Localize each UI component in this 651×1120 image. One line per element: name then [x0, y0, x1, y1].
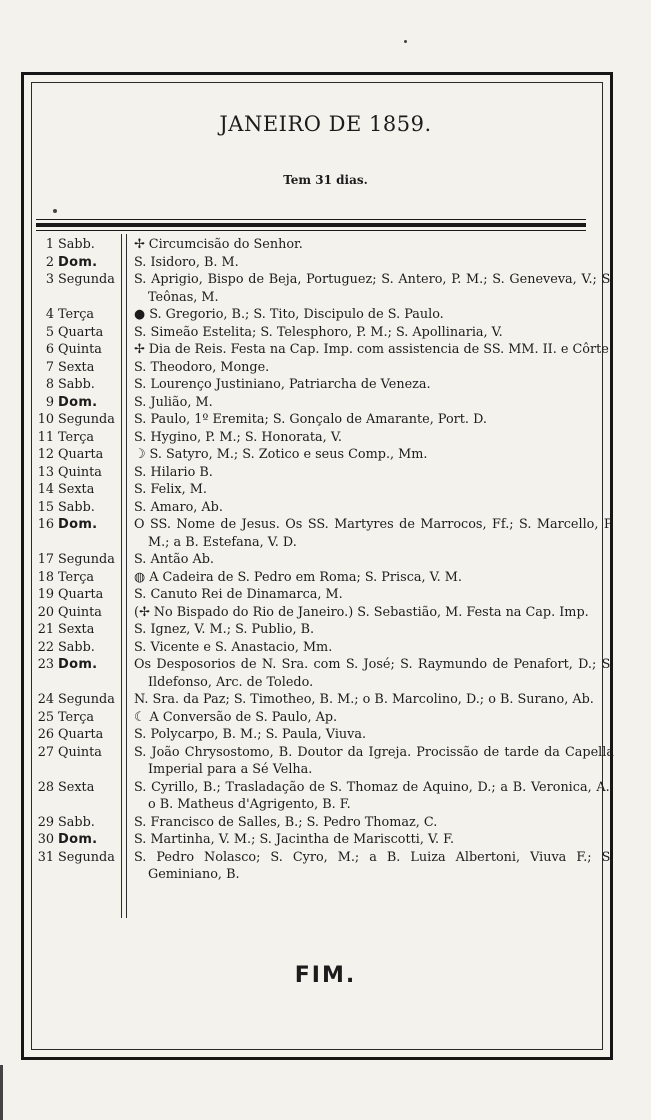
day-number: 27 [37, 744, 54, 760]
calendar-entry [34, 499, 594, 517]
divider-thin-top [36, 219, 586, 220]
ink-speck [53, 209, 57, 213]
calendar-entry [34, 726, 594, 744]
day-number: 21 [37, 622, 54, 637]
day-number: 31 [37, 849, 54, 865]
saint-description: S. Martinha, V. M.; S. Jacintha de Mariscotti, V. F. [134, 832, 455, 847]
day-number: 2 [45, 254, 54, 270]
saint-description: S. Theodoro, Monge. [134, 359, 270, 375]
saint-description: S. João Chrysostomo, B. Doutor da Igreja. Procissão de tarde da Capella Imperial para a Sé Velha. [134, 744, 614, 777]
saint-description: ✢ Circumcisão do Senhor. [134, 237, 303, 252]
day-number: 1 [45, 237, 54, 252]
calendar-entry [34, 831, 594, 849]
end-mark: FIM. [294, 963, 357, 988]
day-number: 17 [37, 552, 54, 567]
calendar-entry [34, 341, 613, 359]
saint-description: S. Antão Ab. [134, 552, 214, 567]
weekday: Terça [58, 307, 95, 322]
calendar-entry [34, 586, 594, 604]
calendar-entry [34, 481, 594, 499]
saint-description: O SS. Nome de Jesus. Os SS. Martyres de Marrocos, Ff.; S. Marcello, P. M.; a B. Estefana, V. D. [134, 517, 614, 550]
weekday: Terça [58, 429, 95, 445]
saint-description: S. Felix, M. [134, 482, 207, 497]
day-number: 9 [45, 394, 54, 410]
weekday: Sabb. [58, 377, 95, 392]
calendar-entry [34, 429, 594, 447]
saint-description: ✢ Dia de Reis. Festa na Cap. Imp. com assistencia de SS. MM. II. e Côrte. [134, 342, 613, 357]
saint-description: ◍ A Cadeira de S. Pedro em Roma; S. Prisca, V. M. [134, 569, 462, 585]
weekday: Dom. [58, 832, 98, 847]
day-number: 5 [45, 324, 54, 340]
calendar-entry [34, 814, 594, 832]
weekday: Sexta [58, 779, 95, 795]
weekday: Sabb. [58, 499, 95, 515]
weekday: Quinta [58, 744, 102, 760]
calendar-entry [34, 236, 594, 254]
ink-speck [404, 40, 407, 43]
weekday: Quarta [58, 727, 104, 742]
day-number: 10 [37, 412, 54, 427]
day-number: 12 [37, 447, 54, 462]
weekday: Segunda [58, 849, 115, 865]
calendar-entry [34, 464, 594, 482]
divider-thin-bottom [36, 230, 586, 231]
saint-description: Os Desposorios de N. Sra. com S. José; S. Raymundo de Penafort, D.; S. Ildefonso, Arc. de Toledo. [134, 657, 614, 690]
weekday: Sabb. [58, 639, 95, 655]
weekday: Quarta [58, 324, 104, 340]
day-number: 29 [37, 814, 54, 830]
saint-description: S. Hygino, P. M.; S. Honorata, V. [134, 429, 342, 445]
weekday: Sabb. [58, 237, 95, 252]
day-number: 28 [37, 779, 54, 795]
saint-description: S. Amaro, Ab. [134, 499, 223, 515]
saint-description: S. Vicente e S. Anastacio, Mm. [134, 639, 333, 655]
scan-edge-mark [0, 1065, 3, 1120]
day-number: 26 [37, 727, 54, 742]
day-number: 14 [37, 482, 54, 497]
divider-thick [36, 223, 586, 227]
calendar-entry [34, 691, 594, 709]
day-number: 11 [37, 429, 54, 445]
day-number: 22 [37, 639, 54, 655]
weekday: Segunda [58, 272, 115, 287]
saint-description: N. Sra. da Paz; S. Timotheo, B. M.; o B. Marcolino, D.; o B. Surano, Ab. [134, 692, 594, 707]
saint-description: S. Lourenço Justiniano, Patriarcha de Veneza. [134, 377, 431, 392]
weekday: Dom. [58, 657, 98, 672]
saint-description: S. Polycarpo, B. M.; S. Paula, Viuva. [134, 727, 367, 742]
day-number: 15 [37, 499, 54, 515]
day-number: 18 [37, 569, 54, 585]
page-title: JANEIRO DE 1859. [219, 112, 432, 136]
calendar-entry [34, 271, 614, 306]
saint-description: S. Francisco de Salles, B.; S. Pedro Thomaz, C. [134, 814, 438, 830]
saint-description: S. Aprigio, Bispo de Beja, Portuguez; S. Antero, P. M.; S. Geneveva, V.; S. Teônas, M. [134, 272, 614, 305]
saint-description: (✢ No Bispado do Rio de Janeiro.) S. Sebastião, M. Festa na Cap. Imp. [134, 604, 589, 620]
calendar-entry [34, 656, 614, 691]
saint-description: S. Isidoro, B. M. [134, 254, 239, 270]
weekday: Sexta [58, 359, 95, 375]
day-number: 3 [45, 272, 54, 287]
weekday: Quarta [58, 587, 104, 602]
calendar-entry [34, 516, 614, 551]
calendar-entry [34, 744, 614, 779]
day-number: 6 [45, 342, 54, 357]
calendar-list [34, 236, 614, 884]
weekday: Quarta [58, 447, 104, 462]
day-number: 23 [37, 657, 54, 672]
day-number: 19 [37, 587, 54, 602]
calendar-entry [34, 849, 614, 884]
saint-description: S. Hilario B. [134, 464, 213, 480]
weekday: Quinta [58, 464, 102, 480]
weekday: Dom. [58, 254, 98, 270]
calendar-entry [34, 604, 594, 622]
calendar-entry [34, 709, 594, 727]
saint-description: ☽ S. Satyro, M.; S. Zotico e seus Comp., Mm. [134, 447, 428, 462]
saint-description: S. Pedro Nolasco; S. Cyro, M.; a B. Luiza Albertoni, Viuva F.; S. Geminiano, B. [134, 849, 614, 882]
weekday: Segunda [58, 552, 115, 567]
day-number: 30 [37, 832, 54, 847]
calendar-entry [34, 306, 594, 324]
saint-description: S. Ignez, V. M.; S. Publio, B. [134, 622, 315, 637]
days-count: Tem 31 dias. [283, 173, 368, 187]
day-number: 25 [37, 709, 54, 725]
day-number: 16 [37, 517, 54, 532]
weekday: Segunda [58, 692, 115, 707]
saint-description: S. Simeão Estelita; S. Telesphoro, P. M.; S. Apollinaria, V. [134, 324, 503, 340]
day-number: 8 [45, 377, 54, 392]
saint-description: S. Cyrillo, B.; Trasladação de S. Thomaz de Aquino, D.; a B. Veronica, A.; o B. Matheus d'Agrigento, B. F. [134, 779, 614, 812]
calendar-entry [34, 779, 614, 814]
calendar-entry [34, 639, 594, 657]
calendar-entry [34, 411, 594, 429]
calendar-entry [34, 324, 594, 342]
calendar-entry [34, 446, 594, 464]
saint-description: S. Julião, M. [134, 394, 213, 410]
saint-description: S. Canuto Rei de Dinamarca, M. [134, 587, 343, 602]
calendar-entry [34, 621, 594, 639]
saint-description: ☾ A Conversão de S. Paulo, Ap. [134, 709, 338, 725]
weekday: Quinta [58, 604, 102, 620]
day-number: 4 [45, 307, 54, 322]
calendar-entry [34, 254, 594, 272]
calendar-entry [34, 551, 594, 569]
weekday: Dom. [58, 517, 98, 532]
saint-description: S. Paulo, 1º Eremita; S. Gonçalo de Amarante, Port. D. [134, 412, 487, 427]
calendar-entry [34, 376, 594, 394]
calendar-entry [34, 394, 594, 412]
weekday: Terça [58, 569, 95, 585]
weekday: Quinta [58, 342, 102, 357]
weekday: Segunda [58, 412, 115, 427]
calendar-entry [34, 359, 594, 377]
day-number: 13 [37, 464, 54, 480]
day-number: 24 [37, 692, 54, 707]
day-number: 20 [37, 604, 54, 620]
weekday: Sexta [58, 622, 95, 637]
weekday: Terça [58, 709, 95, 725]
calendar-entry [34, 569, 594, 587]
weekday: Sexta [58, 482, 95, 497]
weekday: Dom. [58, 394, 98, 410]
saint-description: ● S. Gregorio, B.; S. Tito, Discipulo de S. Paulo. [134, 307, 444, 322]
weekday: Sabb. [58, 814, 95, 830]
day-number: 7 [45, 359, 54, 375]
